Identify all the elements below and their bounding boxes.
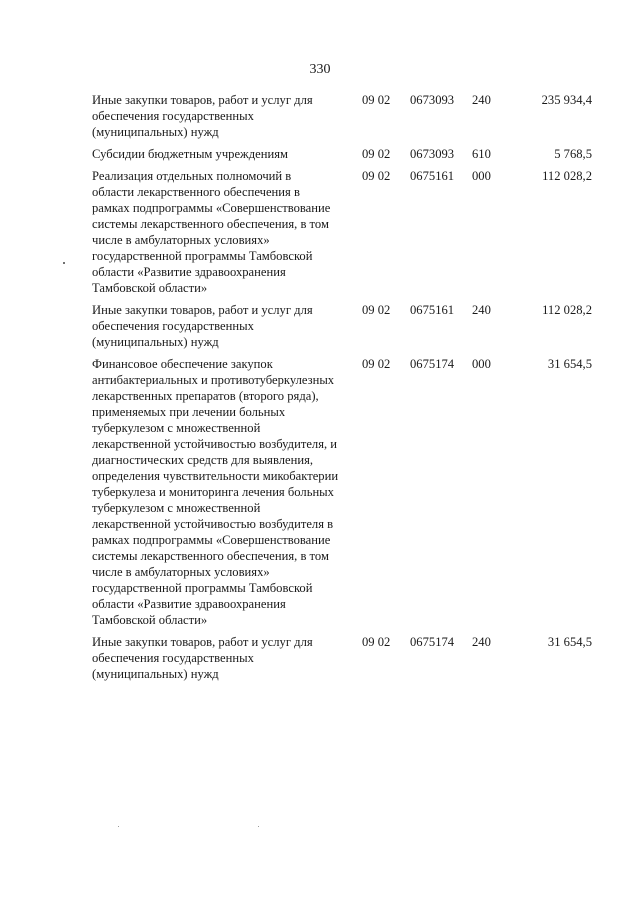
amount: 5 768,5	[554, 147, 592, 161]
target-article-code: 0675161	[410, 303, 455, 317]
expense-type-code: 610	[472, 147, 491, 161]
amount: 112 028,2	[542, 303, 592, 317]
section-code: 09 02	[362, 303, 391, 317]
expense-type-code: 240	[472, 303, 491, 317]
table-row	[92, 302, 592, 356]
table-row	[92, 356, 592, 634]
target-article-code: 0673093	[410, 93, 455, 107]
item-name-cell	[92, 302, 362, 356]
budget-table	[92, 92, 592, 688]
amount: 31 654,5	[547, 357, 592, 371]
target-article-code: 0675174	[410, 635, 455, 649]
item-name: Иные закупки товаров, работ и услуг для обеспечения государственных (муниципальных) нужд	[92, 93, 313, 139]
amount: 112 028,2	[542, 169, 592, 183]
amount: 31 654,5	[547, 635, 592, 649]
amount: 235 934,4	[541, 93, 592, 107]
item-name: Иные закупки товаров, работ и услуг для обеспечения государственных (муниципальных) нужд	[92, 635, 313, 681]
table-row	[92, 146, 592, 168]
section-code: 09 02	[362, 635, 391, 649]
item-name-cell	[92, 92, 362, 146]
section-code: 09 02	[362, 93, 391, 107]
target-article-code: 0673093	[410, 147, 455, 161]
scan-artifact	[258, 826, 259, 827]
section-code: 09 02	[362, 169, 391, 183]
table-row	[92, 92, 592, 146]
expense-type-code: 000	[472, 357, 491, 371]
table-row	[92, 634, 592, 688]
item-name-cell	[92, 168, 362, 302]
page-number: 330	[309, 62, 331, 77]
expense-type-code: 240	[472, 93, 491, 107]
item-name: Финансовое обеспечение закупок антибактериальных и противотуберкулезных лекарственных препаратов (второго ряда), применяемых при лечении больных туберкулезом с множественной лекарственной устойчивостью возбудителя, и диагностических средств для выявления, определения чувствительности микобактерии туберкулеза и мониторинга лечения больных туберкулезом с множественной лекарственной устойчивостью возбудителя в рамках подпрограммы «Совершенствование системы лекарственного обеспечения, в том числе в амбулаторных условиях» государственной программы Тамбовской области «Развитие здравоохранения Тамбовской области»	[92, 357, 339, 627]
item-name: Иные закупки товаров, работ и услуг для обеспечения государственных (муниципальных) нужд	[92, 303, 313, 349]
item-name-cell	[92, 146, 362, 168]
expense-type-code: 000	[472, 169, 491, 183]
margin-mark	[63, 262, 65, 264]
scan-artifact	[118, 826, 119, 827]
target-article-code: 0675161	[410, 169, 455, 183]
item-name: Субсидии бюджетным учреждениям	[92, 147, 288, 161]
table-row	[92, 168, 592, 302]
target-article-code: 0675174	[410, 357, 455, 371]
expense-type-code: 240	[472, 635, 491, 649]
item-name: Реализация отдельных полномочий в области лекарственного обеспечения в рамках подпрограммы «Совершенствование системы лекарственного обеспечения, в том числе в амбулаторных условиях» государственной программы Тамбовской области «Развитие здравоохранения Тамбовской области»	[92, 169, 331, 295]
item-name-cell	[92, 356, 362, 634]
item-name-cell	[92, 634, 362, 688]
section-code: 09 02	[362, 147, 391, 161]
section-code: 09 02	[362, 357, 391, 371]
